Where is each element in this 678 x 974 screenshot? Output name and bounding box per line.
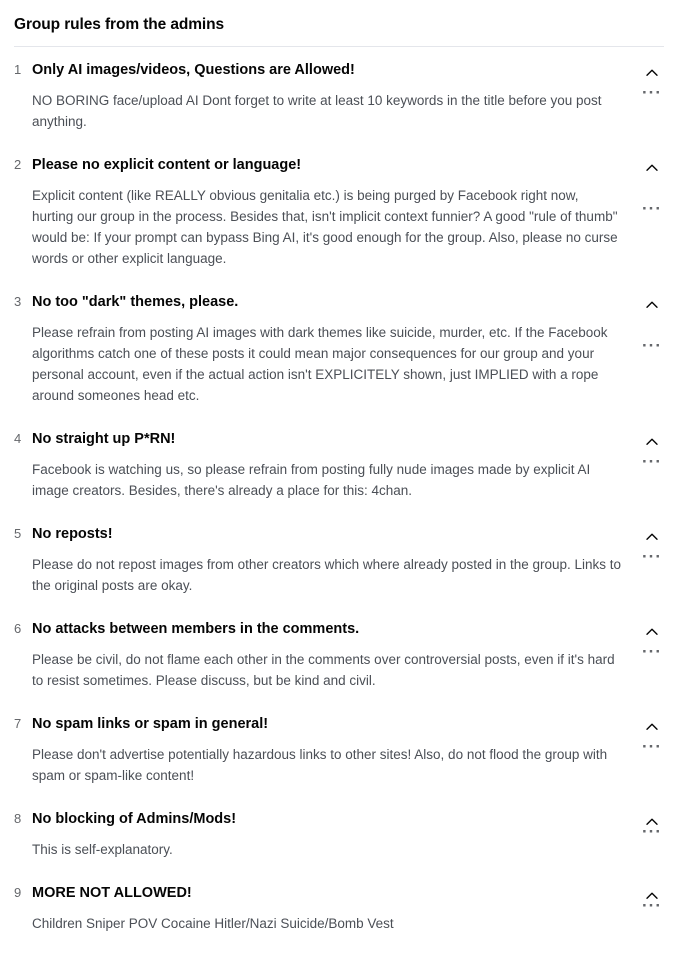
list-item (0, 606, 678, 701)
more-options-glyph: ··· (642, 737, 662, 756)
rule-actions (632, 428, 678, 501)
rule-description: Children Sniper POV Cocaine Hitler/Nazi Suicide/Bomb Vest (32, 916, 394, 931)
rule-actions (632, 618, 678, 691)
rule-actions (632, 291, 678, 406)
rule-index: 5 (14, 526, 22, 541)
more-options-icon[interactable] (640, 453, 664, 477)
chevron-up-icon[interactable] (640, 61, 664, 85)
more-options-icon[interactable] (640, 896, 664, 920)
more-options-icon[interactable] (640, 84, 664, 108)
rule-body (32, 882, 632, 934)
rule-index: 9 (14, 885, 22, 900)
chevron-up-icon[interactable] (640, 430, 664, 454)
rule-actions (632, 154, 678, 269)
rule-title: Please no explicit content or language! (32, 157, 302, 173)
rule-description: Please don't advertise potentially hazardous links to other sites! Also, do not flood the group with spam or spam-like content! (32, 747, 608, 783)
more-options-glyph: ··· (642, 547, 662, 566)
rule-body (32, 523, 632, 596)
rule-body (32, 428, 632, 501)
list-item (0, 701, 678, 796)
rule-description: This is self-explanatory. (32, 842, 173, 857)
more-options-glyph: ··· (642, 336, 662, 355)
chevron-up-icon[interactable] (640, 525, 664, 549)
rule-body (32, 713, 632, 786)
rules-list (0, 47, 678, 944)
rule-index: 1 (14, 62, 22, 77)
rule-index: 4 (14, 431, 22, 446)
rule-index: 7 (14, 716, 22, 731)
rule-description: Facebook is watching us, so please refrain from posting fully nude images made by explicit AI image creators. Besides, there's already a place for this: 4chan. (32, 462, 591, 498)
rule-description: NO BORING face/upload AI Dont forget to write at least 10 keywords in the title before you post anything. (32, 93, 602, 129)
list-item (0, 279, 678, 416)
chevron-up-icon[interactable] (640, 715, 664, 739)
list-item (0, 416, 678, 511)
rule-body (32, 154, 632, 269)
rule-description: Please refrain from posting AI images with dark themes like suicide, murder, etc. If the Facebook algorithms catch one of these posts it could mean major consequences for our group and your personal account, even if the actual action isn't EXPLICITELY shown, just IMPLIED with a rope around someones head etc. (32, 325, 608, 403)
more-options-glyph: ··· (642, 83, 662, 102)
more-options-glyph: ··· (642, 199, 662, 218)
rule-body (32, 808, 632, 860)
rule-body (32, 618, 632, 691)
list-item (0, 796, 678, 870)
rule-title: No straight up P*RN! (32, 431, 176, 447)
rule-description: Please be civil, do not flame each other in the comments over controversial posts, even if it's hard to resist sometimes. Please discuss, but be kind and civil. (32, 652, 615, 688)
list-item (0, 511, 678, 606)
more-options-glyph: ··· (642, 821, 662, 841)
more-options-icon[interactable] (640, 548, 664, 572)
rule-actions (632, 523, 678, 596)
rule-title: No attacks between members in the comments. (32, 621, 360, 637)
rule-title: MORE NOT ALLOWED! (32, 885, 192, 901)
chevron-up-icon[interactable] (640, 620, 664, 644)
more-options-glyph: ··· (642, 642, 662, 661)
rule-body (32, 291, 632, 406)
rule-index: 3 (14, 294, 22, 309)
more-options-icon[interactable] (640, 822, 664, 846)
chevron-up-icon[interactable] (640, 293, 664, 317)
list-item (0, 870, 678, 944)
more-options-glyph: ··· (642, 895, 662, 915)
more-options-icon[interactable] (640, 337, 664, 361)
rule-title: No blocking of Admins/Mods! (32, 811, 237, 827)
more-options-icon[interactable] (640, 738, 664, 762)
list-item (0, 142, 678, 279)
rule-body (32, 59, 632, 132)
rule-title: No reposts! (32, 526, 113, 542)
more-options-icon[interactable] (640, 643, 664, 667)
rule-description: Explicit content (like REALLY obvious genitalia etc.) is being purged by Facebook right now, hurting our group in the process. Besides that, isn't implicit context funnier? A good "rule of thumb" would be: If your prompt can bypass Bing AI, it's good enough for the group. Also, please no curse words or other explicit language. (32, 188, 618, 266)
rule-title: Only AI images/videos, Questions are Allowed! (32, 62, 355, 78)
rule-index: 6 (14, 621, 22, 636)
rule-index: 2 (14, 157, 22, 172)
rule-actions (632, 808, 678, 860)
page-title: Group rules from the admins (14, 16, 225, 33)
more-options-icon[interactable] (640, 200, 664, 224)
more-options-glyph: ··· (642, 452, 662, 471)
rule-actions (632, 882, 678, 934)
rule-actions (632, 59, 678, 132)
card-header (0, 0, 678, 46)
rule-index: 8 (14, 811, 22, 826)
rule-title: No spam links or spam in general! (32, 716, 269, 732)
rule-actions (632, 713, 678, 786)
chevron-up-icon[interactable] (640, 156, 664, 180)
rule-description: Please do not repost images from other creators which where already posted in the group. Links to the original posts are okay. (32, 557, 622, 593)
list-item (0, 47, 678, 142)
rule-title: No too "dark" themes, please. (32, 294, 239, 310)
